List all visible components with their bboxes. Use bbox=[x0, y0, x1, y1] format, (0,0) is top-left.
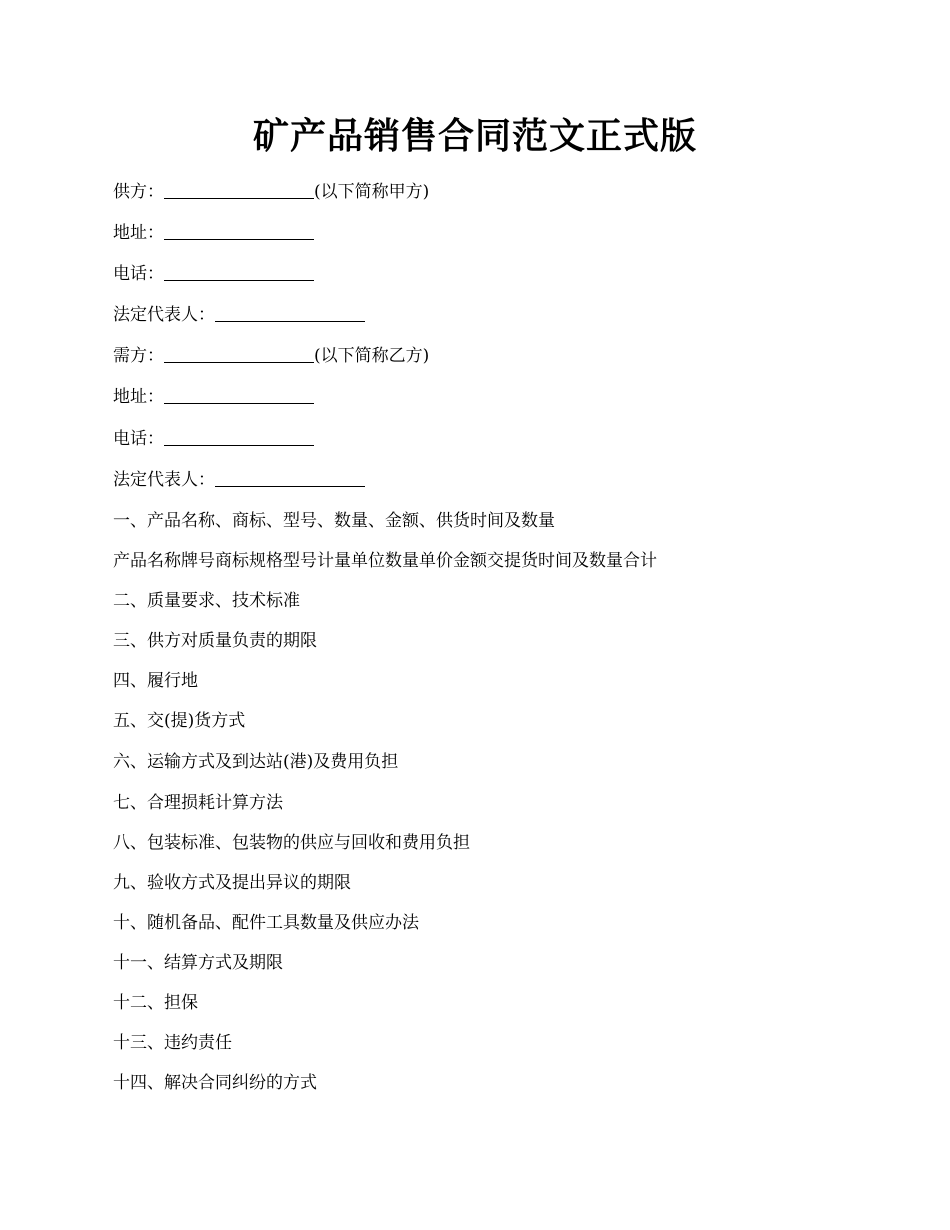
supplier-address-line bbox=[113, 221, 314, 245]
supplier-phone-label: 电话： bbox=[113, 264, 164, 284]
clause-line: 三、供方对质量负责的期限 bbox=[113, 631, 317, 651]
clause-line: 十二、担保 bbox=[113, 993, 198, 1013]
clause-line: 八、包装标准、包装物的供应与回收和费用负担 bbox=[113, 833, 470, 853]
buyer-line bbox=[113, 344, 429, 368]
document-title: 矿产品销售合同范文正式版 bbox=[252, 115, 697, 157]
clause-line: 一、产品名称、商标、型号、数量、金额、供货时间及数量 bbox=[113, 511, 555, 531]
buyer-rep-label: 法定代表人： bbox=[113, 470, 215, 490]
buyer-label: 需方： bbox=[113, 346, 164, 366]
supplier-phone-line bbox=[113, 262, 314, 286]
supplier-label: 供方： bbox=[113, 182, 164, 202]
supplier-address-blank bbox=[164, 221, 314, 240]
buyer-address-blank bbox=[164, 385, 314, 404]
supplier-note: (以下简称甲方) bbox=[314, 182, 430, 202]
supplier-rep-blank bbox=[215, 303, 365, 322]
clause-line: 十、随机备品、配件工具数量及供应办法 bbox=[113, 913, 419, 933]
supplier-phone-blank bbox=[164, 262, 314, 281]
supplier-name-blank bbox=[164, 180, 314, 199]
clause-line: 五、交(提)货方式 bbox=[113, 711, 246, 731]
clause-line: 十四、解决合同纠纷的方式 bbox=[113, 1073, 317, 1093]
clause-line: 产品名称牌号商标规格型号计量单位数量单价金额交提货时间及数量合计 bbox=[113, 551, 657, 571]
buyer-phone-blank bbox=[164, 427, 314, 446]
supplier-rep-line bbox=[113, 303, 365, 327]
clause-line: 十三、违约责任 bbox=[113, 1033, 232, 1053]
buyer-note: (以下简称乙方) bbox=[314, 346, 430, 366]
clause-line: 七、合理损耗计算方法 bbox=[113, 793, 283, 813]
buyer-phone-line bbox=[113, 427, 314, 451]
clause-line: 六、运输方式及到达站(港)及费用负担 bbox=[113, 752, 399, 772]
supplier-line bbox=[113, 180, 429, 204]
buyer-address-line bbox=[113, 385, 314, 409]
clause-line: 四、履行地 bbox=[113, 671, 198, 691]
clause-line: 十一、结算方式及期限 bbox=[113, 953, 283, 973]
clause-line: 九、验收方式及提出异议的期限 bbox=[113, 873, 351, 893]
buyer-name-blank bbox=[164, 344, 314, 363]
buyer-rep-line bbox=[113, 468, 365, 492]
buyer-phone-label: 电话： bbox=[113, 429, 164, 449]
supplier-address-label: 地址： bbox=[113, 223, 164, 243]
buyer-address-label: 地址： bbox=[113, 387, 164, 407]
clause-line: 二、质量要求、技术标准 bbox=[113, 591, 300, 611]
supplier-rep-label: 法定代表人： bbox=[113, 305, 215, 325]
buyer-rep-blank bbox=[215, 468, 365, 487]
